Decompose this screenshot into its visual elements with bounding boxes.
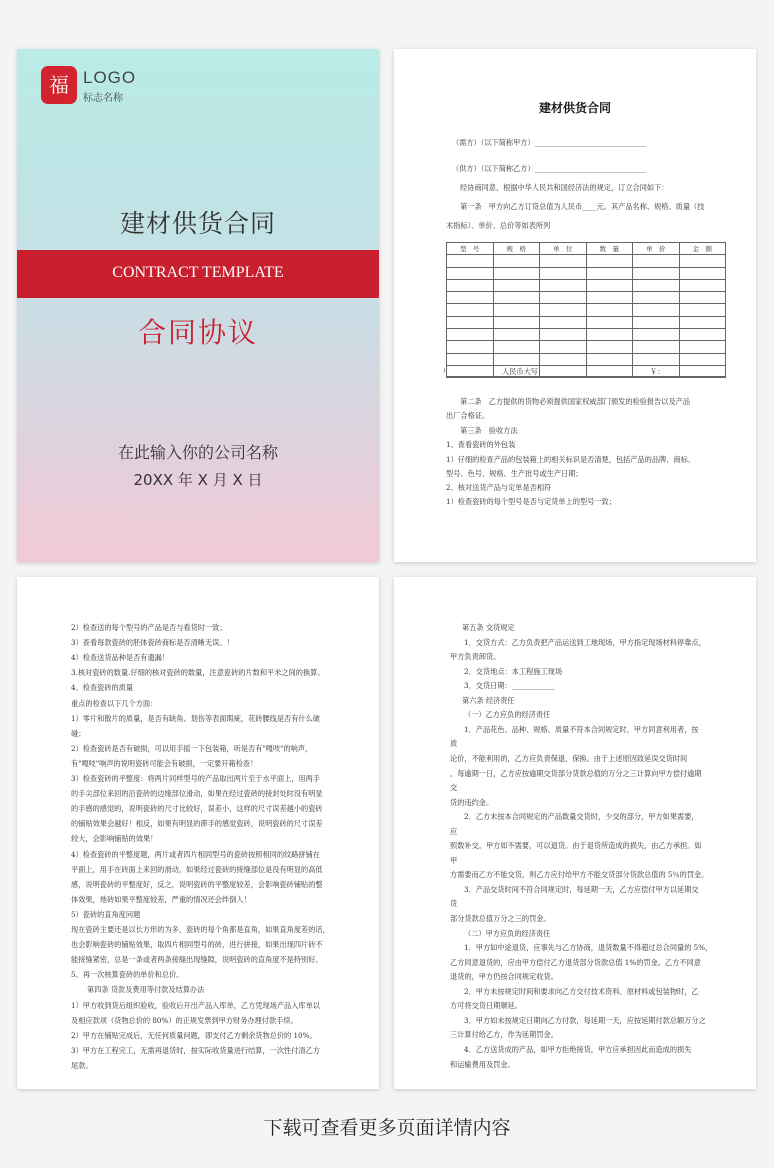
table-cell [540,329,587,341]
doc-line: 碰； [71,728,86,738]
column-header: 单 价 [633,243,680,255]
doc-line: 1）甲方收到货后组织验收，验收后开出产品入库单，乙方凭现场产品入库单以 [71,1000,320,1010]
cover-date: 20XX 年 X 月 X 日 [133,471,263,489]
doc-line: 第四条 货款及费用等付款及结算办法 [87,985,205,995]
table-cell [633,353,680,365]
doc-line: 能接缝紧密，总是一条或者两条接缝出现缝隙，说明瓷砖的直角度不是特别好。 [71,955,323,965]
doc-line: 甲方负责卸货。 [450,652,501,662]
table-cell [633,255,680,267]
table-cell [493,341,540,353]
doc-line: 3）检查瓷砖的平整度：将两片同样型号的产品取出两片至于水平面上，用两手 [71,774,320,783]
doc-line: （供方）（以下简称乙方）_______________________________ [452,164,647,173]
table-row [447,316,726,328]
column-header: 金 额 [679,243,726,255]
table-cell [633,329,680,341]
table-header-row [447,243,726,255]
table-cell [540,341,587,353]
table-row [447,329,726,341]
table-cell [493,255,540,267]
doc-line: 经协商同意，根据中华人民共和国经济法的规定，订立合同如下： [460,183,669,192]
table-cell [540,316,587,328]
doc-line: 质 [450,739,458,749]
total-label: 人民币大写： [502,367,546,376]
table-cell [633,279,680,291]
table-cell [447,304,494,316]
title-band [17,250,379,298]
table-cell [586,292,633,304]
doc-line: 3.核对瓷砖的数量.仔细的核对瓷砖的数量，注意瓷砖的片数和平米之间的换算。 [71,668,325,678]
total-currency: ￥： [650,367,665,376]
table-cell [540,304,587,316]
table-row [447,353,726,365]
table-cell [540,279,587,291]
table-cell [540,267,587,279]
table-cell [679,353,726,365]
doc-line: 照数补交。甲方如不需要，可以退货。由于退货所造成的损失，由乙方承担。如 [450,841,702,851]
table-cell [586,329,633,341]
logo-subtitle: 标志名称 [83,93,123,104]
table-cell [633,304,680,316]
doc-line: 1．产品花色、品种、规格、质量不符本合同规定时，甲方同意利用者，按 [464,724,699,734]
company-name: 在此输入你的公司名称 [117,443,278,462]
table-cell [493,329,540,341]
table-cell [447,341,494,353]
doc-line: 有"嘎吱"响声的说明瓷砖可能会有破损，一定要开箱检查！ [71,758,258,768]
table-cell [447,316,494,328]
doc-line: 和运输费用及罚金。 [450,1059,515,1069]
column-header: 型 号 [447,243,494,255]
cover-page [17,49,379,562]
column-header: 数 量 [586,243,633,255]
table-row [447,279,726,291]
table-cell [540,255,587,267]
doc-line: 第六条 经济责任 [462,695,515,705]
band-text: CONTRACT TEMPLATE [112,264,284,281]
page-title: 建材供货合同 [538,101,611,115]
doc-line: 5、再一次核算瓷砖的单价和总价。 [71,970,184,980]
doc-line: 货 [450,899,458,909]
column-header: 单 位 [540,243,587,255]
doc-line: （一）乙方应负的经济责任 [464,710,551,720]
table-cell [679,292,726,304]
cover-title: 建材供货合同 [119,209,276,238]
logo-text: LOGO [83,68,137,87]
doc-line: 5）瓷砖的直角度问题 [71,909,141,919]
doc-line: 交 [450,783,458,793]
doc-line: 出厂合格证。 [446,411,490,420]
table-cell [493,279,540,291]
table-cell [493,316,540,328]
doc-line: 第三条 验收方法 [460,426,518,435]
doc-line: 1、查看瓷砖的外包装 [446,440,516,449]
doc-line: 第五条 交货规定 [462,623,515,632]
contract-page-1 [394,49,756,562]
doc-line: 1）仔细的检查产品的包装箱上的相关标识是否清楚，包括产品的品牌、商标、 [446,455,695,464]
doc-line: 4．乙方送货成的产品，如甲方拒绝接货，甲方应承担因此而造成的损失 [464,1044,692,1054]
doc-line: 也会影响瓷砖的铺贴效果，取四片相同型号的砖，进行拼接，如果出现四片砖不 [71,940,323,950]
doc-line: 1．交货方式：乙方负责把产品运送到工地现场，甲方指定现场材料停靠点， [464,637,706,647]
doc-line: 3）甲方在工程完工，无需再退货时，按实际收货量进行结算，一次性付清乙方 [71,1045,320,1055]
table-cell [493,353,540,365]
doc-line: 的手感的感觉的，说明瓷砖的尺寸比较好，误差小，这样的尺寸误差越小的瓷砖 [71,804,323,814]
product-table [446,242,726,378]
table-row [447,304,726,316]
table-cell [586,341,633,353]
table-cell [586,279,633,291]
table-row [447,255,726,267]
doc-line: 4）检查瓷砖的平整度题，两片或者四片相同型号的瓷砖按照相同的纹路拼铺在 [71,849,320,859]
table-cell [633,341,680,353]
doc-line: 2、核对送货产品与定单是否相符 [446,483,552,492]
doc-line: 3．交货日期：____________ [464,681,555,691]
doc-line: ，每逾期一日，乙方应按逾期交货部分货款总值的万分之三计算向甲方偿付逾期 [450,768,702,778]
table-cell [679,341,726,353]
doc-line: 的手尖部位来回的沿瓷砖的边缘部位滑动，如果在经过瓷砖的接封处时没有明显 [71,789,323,799]
table-cell [586,255,633,267]
doc-line: 方需要而乙方不能交货，则乙方应付给甲方不能交货部分货款总值的 5％的罚金。 [450,870,709,880]
table-cell [679,316,726,328]
doc-line: 2）检查瓷砖是否有破损，可以用手摇一下包装箱，听是否有"嘎吱"的响声， [71,743,313,753]
doc-line: 体效果，地砖如果平整度较差，严重的情况还会绊倒人！ [71,894,251,904]
doc-line: 1）检查瓷砖的每个型号是否与定货单上的型号一致； [446,497,616,506]
doc-line: 4）检查送货品种是否有遗漏！ [71,653,170,663]
doc-line: 三计算付给乙方，作为延期罚金。 [450,1030,558,1040]
contract-page-2 [17,577,379,1089]
doc-line: 2．甲方未按规定时间和要求向乙方交付技术资料、原材料或包装物时，乙 [464,986,699,996]
table-cell [679,304,726,316]
total-marker: 1 [443,368,447,374]
table-cell [447,353,494,365]
doc-line: 1）零片和散片的质量，是否有缺角、划伤等表面瑕疵，花砖腰线是否有什么破 [71,713,320,723]
doc-line: 货的违约金。 [450,797,494,807]
doc-line: 2）甲方在铺贴完成后，无任何质量问题，即支付乙方剩余货物总价的 10%。 [71,1030,317,1040]
doc-line: 论价，不能利用的，乙方应负责保退、保换。由于上述原因致延误交货时间 [450,753,688,763]
doc-line: 3．产品交货时间不符合同规定时，每延期一天，乙方应偿付甲方以延期交 [464,884,699,894]
table-cell [540,353,587,365]
table-cell [540,292,587,304]
doc-line: 平面上，用手在砖面上来回的滑动，如果经过瓷砖的接缝部位是没有明显的高低 [71,864,323,874]
doc-line: 及相应款项（货物总价的 80%）的正规发票到甲方财务办理付款手续。 [71,1015,298,1025]
doc-line: 重点的检查以下几个方面： [71,698,158,708]
doc-line: 3）查看每款瓷砖的胚体瓷砖商标是否清晰无误。！ [71,638,234,648]
table-row [447,292,726,304]
table-row [447,341,726,353]
doc-line: （二）甲方应负的经济责任 [464,928,551,938]
doc-line: 尾款。 [71,1060,93,1070]
table-cell [633,292,680,304]
table-cell [586,316,633,328]
table-cell [447,292,494,304]
doc-line: 3．甲方如未按规定日期向乙方付款，每延期一天，应按延期付款总额万分之 [464,1015,706,1025]
table-cell [586,267,633,279]
table-cell [586,353,633,365]
table-cell [586,304,633,316]
doc-line: 2．交货地点：本工程施工现场 [464,666,563,676]
table-cell [493,304,540,316]
table-cell [679,255,726,267]
table-cell [493,267,540,279]
doc-line: 2．乙方未按本合同规定的产品数量交货时，少交的部分，甲方如果需要， [464,812,699,822]
doc-line: 的铺贴效果会越好！相反，如果有明显的滞手的感觉瓷砖，说明瓷砖的尺寸误差 [71,819,323,829]
doc-line: 乙方同意退货的，应由甲方偿付乙方退货部分货款总值 1%的罚金。乙方不同意 [450,957,701,967]
table-cell [679,267,726,279]
doc-line: 应 [450,826,458,836]
table-cell [679,279,726,291]
cover-subtitle: 合同协议 [137,316,258,349]
doc-line: （需方）（以下简称甲方）_______________________________ [452,138,647,147]
doc-line: 第二条 乙方提供的货物必须提供国家权威部门颁发的检验报告以及产品 [460,397,691,406]
doc-line: 退货的，甲方仍按合同规定收货。 [450,972,558,982]
doc-line: 感，说明瓷砖的平整度好，反之，说明瓷砖的平整度较差，会影响瓷砖铺贴的整 [71,879,323,889]
logo-icon: 福 [41,66,77,104]
doc-line: 部分货款总值万分之三的罚金。 [450,914,551,923]
column-header: 规 格 [493,243,540,255]
doc-line: 1．甲方如中途退货，应事先与乙方协商，退货数量不得超过总合同量的 5%， [464,943,713,953]
doc-line: 型号、色号、规格、生产批号或生产日期； [446,469,583,478]
doc-line: 术指标）、单价、总价等如表所列 [446,221,551,230]
table-cell [447,279,494,291]
doc-line: 方可将交货日期顺延。 [450,1001,522,1011]
table-row [447,267,726,279]
table-cell [633,316,680,328]
doc-line: 2）检查送的每个型号的产品是否与看货时一致； [71,623,227,632]
doc-line: 甲 [450,855,458,865]
doc-line: 现在瓷砖主要还是以长方形的为多，瓷砖的每个角都是直角，如果直角度差的话， [71,925,330,934]
table-cell [679,329,726,341]
table-cell [493,292,540,304]
table-cell [447,329,494,341]
doc-line: 较大，会影响铺贴的效果！ [71,834,158,844]
table-cell [447,267,494,279]
doc-line: 第一条 甲方向乙方订货总值为人民币____元。其产品名称、规格、质量（技 [460,202,705,211]
footer-caption: 下载可查看更多页面详情内容 [263,1117,511,1139]
table-cell [633,267,680,279]
total-row [443,365,726,377]
contract-page-3 [394,577,756,1089]
table-cell [447,255,494,267]
table-body [447,255,726,378]
doc-line: 4、检查瓷砖的质量 [71,683,134,693]
